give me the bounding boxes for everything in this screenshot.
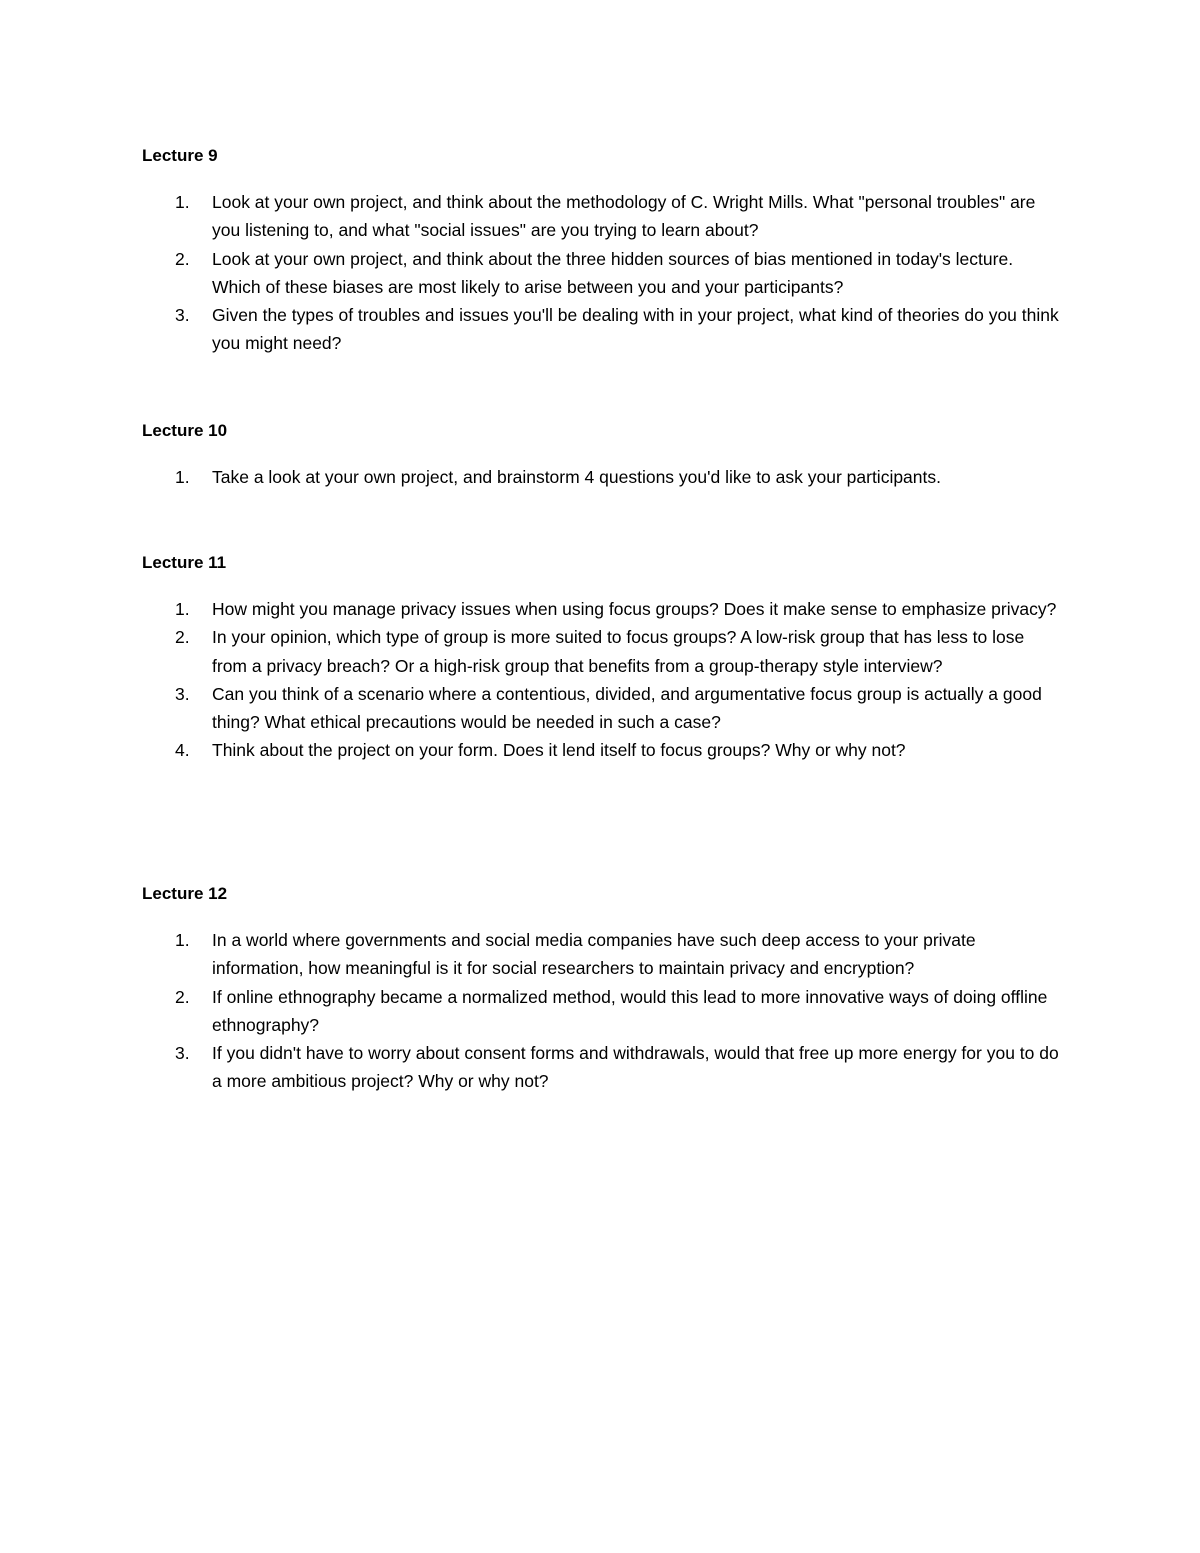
- lecture-10-section: [142, 421, 1062, 491]
- item-number: 1.: [175, 930, 190, 950]
- item-text: In your opinion, which type of group is more suited to focus groups? A low-risk group that has less to lose from a privacy breach? Or a high-risk group that benefits from a group-therapy style interview?: [212, 627, 1025, 676]
- section-title: Lecture 11: [142, 553, 227, 572]
- section-title: Lecture 12: [142, 884, 228, 903]
- question-list: [142, 463, 1062, 491]
- item-text: Take a look at your own project, and brainstorm 4 questions you'd like to ask your participants.: [212, 467, 942, 487]
- item-number: 4.: [175, 740, 190, 761]
- list-item: [142, 188, 1062, 245]
- item-text: Look at your own project, and think about the three hidden sources of bias mentioned in today's lecture. Which of these biases are most likely to arise between you and your participants?: [212, 248, 1014, 297]
- lecture-9-section: [142, 146, 1062, 358]
- item-number: 3.: [175, 1043, 190, 1064]
- item-number: 2.: [175, 248, 190, 269]
- question-list: [142, 926, 1062, 1096]
- list-item: [142, 983, 1062, 1040]
- list-item: [142, 301, 1062, 358]
- item-number: 3.: [175, 305, 190, 326]
- question-list: [142, 188, 1062, 358]
- list-item: [142, 680, 1062, 737]
- item-text: Given the types of troubles and issues you'll be dealing with in your project, what kind of theories do you think you might need?: [212, 305, 1059, 354]
- item-text: Look at your own project, and think about the methodology of C. Wright Mills. What "personal troubles" are you listening to, and what "social issues" are you trying to learn about?: [212, 192, 1036, 241]
- list-item: [142, 736, 1062, 764]
- question-list: [142, 595, 1062, 765]
- lecture-11-section: [142, 553, 1062, 765]
- list-item: [142, 926, 1062, 983]
- item-text: Can you think of a scenario where a contentious, divided, and argumentative focus group is actually a good thing? What ethical precautions would be needed in such a case?: [212, 683, 1042, 733]
- list-item: [142, 595, 1062, 623]
- section-title: Lecture 9: [142, 146, 218, 165]
- list-item: [142, 623, 1062, 680]
- list-item: [142, 463, 1062, 491]
- list-item: [142, 1039, 1062, 1096]
- item-text: If you didn't have to worry about consent forms and withdrawals, would that free up more energy for you to do a more ambitious project? Why or why not?: [212, 1043, 1059, 1092]
- item-number: 3.: [175, 683, 190, 704]
- item-text: How might you manage privacy issues when using focus groups? Does it make sense to emphasize privacy?: [212, 599, 1057, 619]
- item-number: 2.: [175, 986, 190, 1007]
- item-number: 2.: [175, 627, 190, 648]
- item-text: Think about the project on your form. Does it lend itself to focus groups? Why or why not?: [212, 740, 906, 761]
- item-number: 1.: [175, 599, 190, 619]
- item-text: If online ethnography became a normalized method, would this lead to more innovative ways of doing offline ethnography?: [212, 986, 1048, 1035]
- item-text: In a world where governments and social media companies have such deep access to your private information, how meaningful is it for social researchers to maintain privacy and encryption?: [212, 930, 976, 979]
- lecture-12-section: [142, 884, 1062, 1096]
- item-number: 1.: [175, 467, 190, 487]
- list-item: [142, 245, 1062, 302]
- item-number: 1.: [175, 192, 190, 212]
- section-title: Lecture 10: [142, 421, 228, 440]
